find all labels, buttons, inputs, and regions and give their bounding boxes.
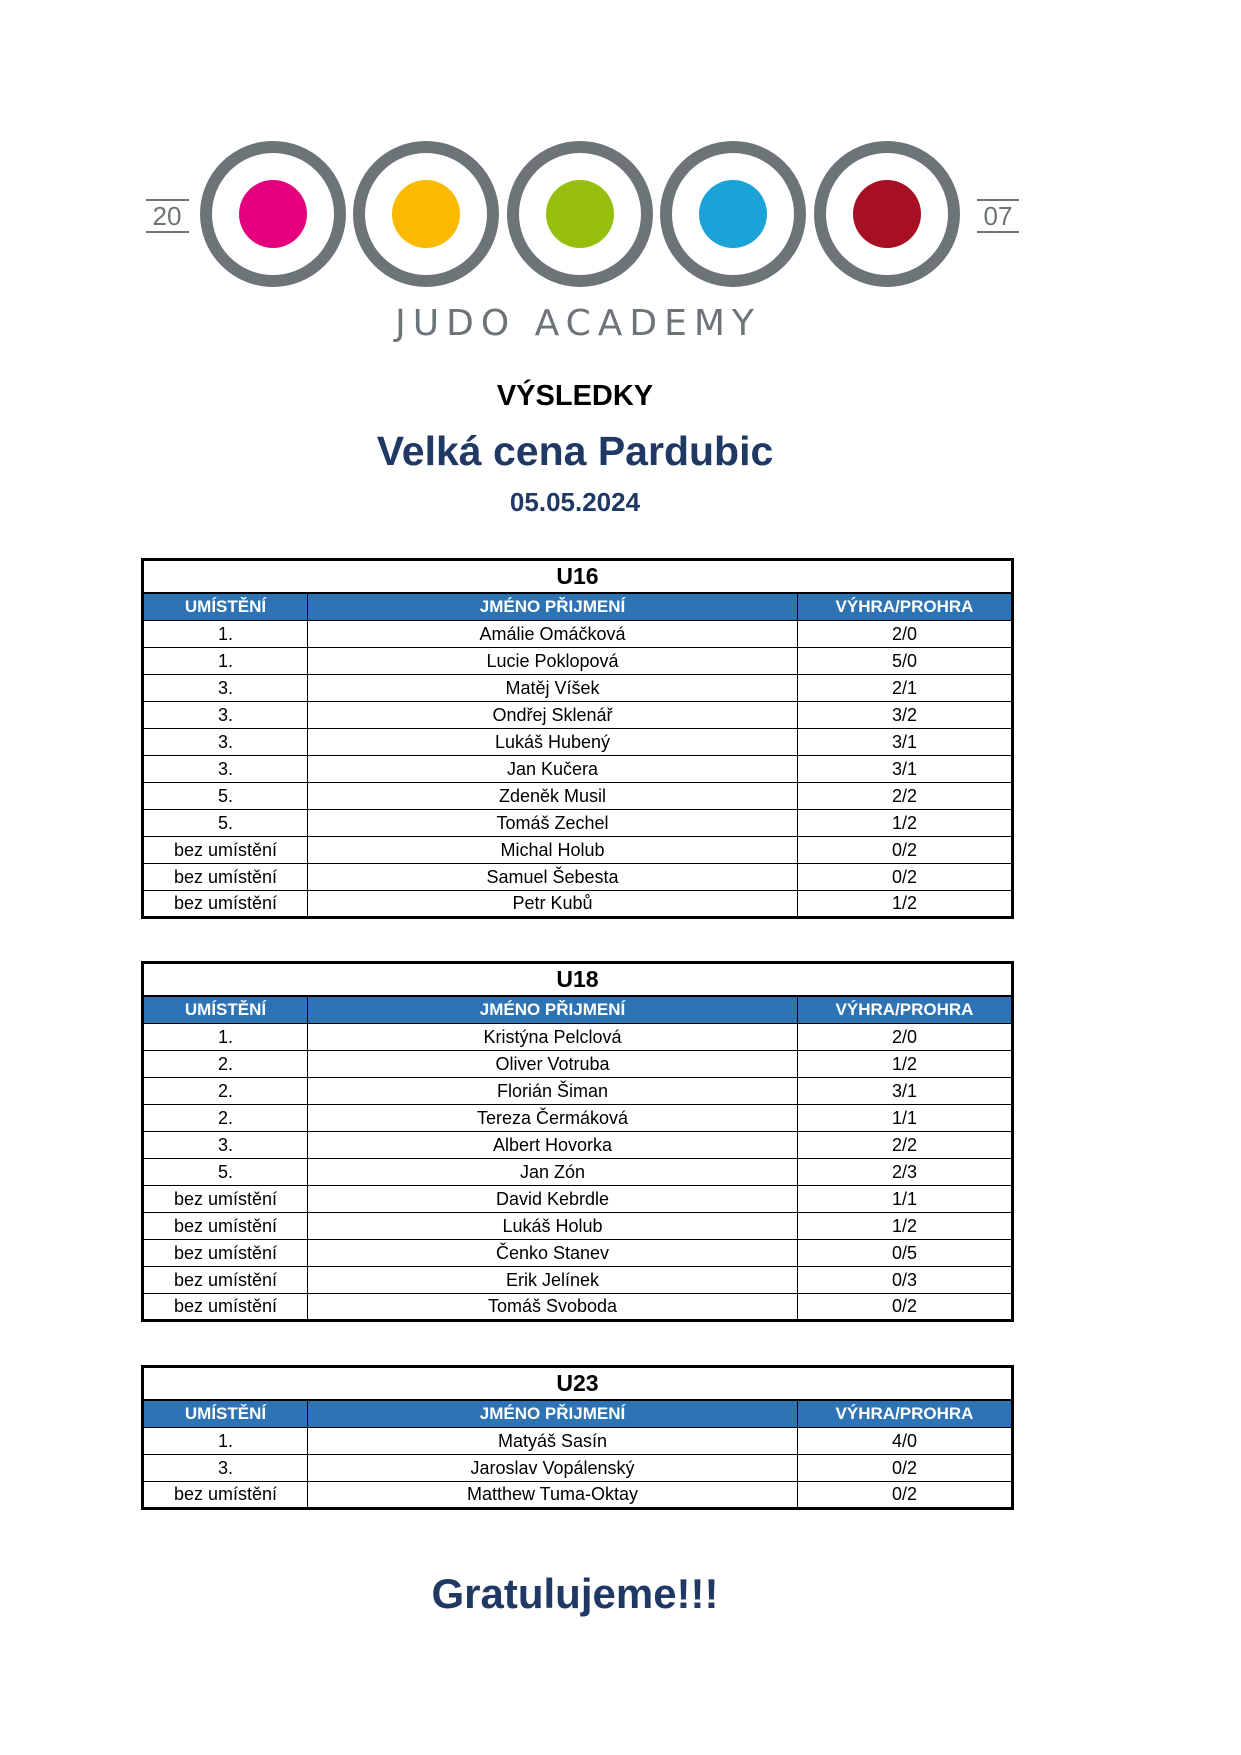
column-header-name: JMÉNO PŘIJMENÍ (308, 1400, 798, 1428)
win-loss-cell: 1/2 (798, 810, 1013, 837)
athlete-name-cell: Zdeněk Musil (308, 783, 798, 810)
placement-cell: bez umístění (143, 1240, 308, 1267)
event-date: 05.05.2024 (509, 487, 641, 517)
win-loss-cell: 5/0 (798, 648, 1013, 675)
logo-dot-blue (699, 180, 767, 248)
placement-cell: 1. (143, 621, 308, 648)
athlete-name-cell: Petr Kubů (308, 891, 798, 918)
athlete-name-cell: Lukáš Holub (308, 1213, 798, 1240)
athlete-name-cell: Samuel Šebesta (308, 864, 798, 891)
win-loss-cell: 0/5 (798, 1240, 1013, 1267)
placement-cell: 3. (143, 756, 308, 783)
win-loss-cell: 1/2 (798, 1213, 1013, 1240)
table-header-row (143, 1400, 1013, 1428)
table-row (143, 1186, 1013, 1213)
athlete-name-cell: Tereza Čermáková (308, 1105, 798, 1132)
table-row (143, 1428, 1013, 1455)
logo-dot-pink (239, 180, 307, 248)
logo-dot-red (853, 180, 921, 248)
athlete-name-cell: Matthew Tuma-Oktay (308, 1482, 798, 1509)
results-table-u16 (141, 558, 1014, 919)
placement-cell: 5. (143, 810, 308, 837)
table-row (143, 837, 1013, 864)
athlete-name-cell: Kristýna Pelclová (308, 1024, 798, 1051)
column-header-score: VÝHRA/PROHRA (798, 593, 1013, 621)
placement-cell: bez umístění (143, 891, 308, 918)
table-row (143, 1294, 1013, 1321)
win-loss-cell: 1/1 (798, 1105, 1013, 1132)
athlete-name-cell: Albert Hovorka (308, 1132, 798, 1159)
category-title: U18 (143, 963, 1013, 996)
table-row (143, 891, 1013, 918)
placement-cell: 5. (143, 1159, 308, 1186)
table-row (143, 1159, 1013, 1186)
results-table-u18 (141, 961, 1014, 1322)
win-loss-cell: 2/0 (798, 1024, 1013, 1051)
placement-cell: 3. (143, 729, 308, 756)
table-row (143, 1051, 1013, 1078)
logo-year-left: 20 (152, 201, 182, 231)
win-loss-cell: 2/2 (798, 1132, 1013, 1159)
table-row (143, 621, 1013, 648)
logo-rings (206, 147, 954, 281)
placement-cell: 5. (143, 783, 308, 810)
athlete-name-cell: Lukáš Hubený (308, 729, 798, 756)
table-row (143, 756, 1013, 783)
placement-cell: 2. (143, 1051, 308, 1078)
placement-cell: 2. (143, 1105, 308, 1132)
win-loss-cell: 1/2 (798, 891, 1013, 918)
table-row (143, 783, 1013, 810)
athlete-name-cell: Jaroslav Vopálenský (308, 1455, 798, 1482)
placement-cell: 3. (143, 675, 308, 702)
table-row (143, 1078, 1013, 1105)
athlete-name-cell: Lucie Poklopová (308, 648, 798, 675)
column-header-name: JMÉNO PŘIJMENÍ (308, 996, 798, 1024)
win-loss-cell: 2/0 (798, 621, 1013, 648)
table-row (143, 1482, 1013, 1509)
column-header-placement: UMÍSTĚNÍ (143, 593, 308, 621)
table-row (143, 1240, 1013, 1267)
athlete-name-cell: Tomáš Zechel (308, 810, 798, 837)
athlete-name-cell: Jan Zón (308, 1159, 798, 1186)
congratulations-text: Gratulujeme!!! (431, 1570, 719, 1617)
win-loss-cell: 0/2 (798, 1294, 1013, 1321)
athlete-name-cell: Amálie Omáčková (308, 621, 798, 648)
win-loss-cell: 2/1 (798, 675, 1013, 702)
judo-academy-logo (0, 0, 1241, 360)
category-title: U16 (143, 560, 1013, 593)
event-name: Velká cena Pardubic (376, 428, 774, 474)
column-header-placement: UMÍSTĚNÍ (143, 996, 308, 1024)
athlete-name-cell: Ondřej Sklenář (308, 702, 798, 729)
table-row (143, 1455, 1013, 1482)
table-row (143, 810, 1013, 837)
results-table-u23 (141, 1365, 1014, 1510)
column-header-placement: UMÍSTĚNÍ (143, 1400, 308, 1428)
athlete-name-cell: David Kebrdle (308, 1186, 798, 1213)
placement-cell: 1. (143, 1024, 308, 1051)
win-loss-cell: 0/2 (798, 837, 1013, 864)
table-row (143, 1213, 1013, 1240)
win-loss-cell: 1/1 (798, 1186, 1013, 1213)
athlete-name-cell: Tomáš Svoboda (308, 1294, 798, 1321)
win-loss-cell: 3/1 (798, 1078, 1013, 1105)
placement-cell: 3. (143, 1455, 308, 1482)
win-loss-cell: 2/2 (798, 783, 1013, 810)
placement-cell: 1. (143, 1428, 308, 1455)
table-row (143, 648, 1013, 675)
table-row (143, 1132, 1013, 1159)
placement-cell: bez umístění (143, 837, 308, 864)
win-loss-cell: 0/2 (798, 1455, 1013, 1482)
column-header-score: VÝHRA/PROHRA (798, 996, 1013, 1024)
win-loss-cell: 3/2 (798, 702, 1013, 729)
placement-cell: bez umístění (143, 864, 308, 891)
win-loss-cell: 0/2 (798, 1482, 1013, 1509)
athlete-name-cell: Erik Jelínek (308, 1267, 798, 1294)
athlete-name-cell: Oliver Votruba (308, 1051, 798, 1078)
category-title: U23 (143, 1367, 1013, 1400)
column-header-score: VÝHRA/PROHRA (798, 1400, 1013, 1428)
win-loss-cell: 1/2 (798, 1051, 1013, 1078)
win-loss-cell: 2/3 (798, 1159, 1013, 1186)
table-row (143, 1105, 1013, 1132)
table-row (143, 1024, 1013, 1051)
placement-cell: 2. (143, 1078, 308, 1105)
athlete-name-cell: Florián Šiman (308, 1078, 798, 1105)
win-loss-cell: 0/2 (798, 864, 1013, 891)
athlete-name-cell: Michal Holub (308, 837, 798, 864)
table-row (143, 702, 1013, 729)
placement-cell: 3. (143, 702, 308, 729)
win-loss-cell: 3/1 (798, 756, 1013, 783)
placement-cell: 3. (143, 1132, 308, 1159)
table-row (143, 864, 1013, 891)
placement-cell: bez umístění (143, 1482, 308, 1509)
logo-brand-name: JUDO ACADEMY (395, 303, 761, 344)
logo-dot-green (546, 180, 614, 248)
table-row (143, 1267, 1013, 1294)
table-header-row (143, 593, 1013, 621)
results-title: VÝSLEDKY (496, 380, 654, 412)
placement-cell: 1. (143, 648, 308, 675)
placement-cell: bez umístění (143, 1186, 308, 1213)
win-loss-cell: 0/3 (798, 1267, 1013, 1294)
logo-dot-yellow (392, 180, 460, 248)
athlete-name-cell: Čenko Stanev (308, 1240, 798, 1267)
athlete-name-cell: Matyáš Sasín (308, 1428, 798, 1455)
placement-cell: bez umístění (143, 1294, 308, 1321)
table-row (143, 729, 1013, 756)
table-row (143, 675, 1013, 702)
placement-cell: bez umístění (143, 1267, 308, 1294)
placement-cell: bez umístění (143, 1213, 308, 1240)
athlete-name-cell: Matěj Víšek (308, 675, 798, 702)
athlete-name-cell: Jan Kučera (308, 756, 798, 783)
column-header-name: JMÉNO PŘIJMENÍ (308, 593, 798, 621)
win-loss-cell: 3/1 (798, 729, 1013, 756)
logo-year-right: 07 (983, 201, 1013, 231)
win-loss-cell: 4/0 (798, 1428, 1013, 1455)
table-header-row (143, 996, 1013, 1024)
